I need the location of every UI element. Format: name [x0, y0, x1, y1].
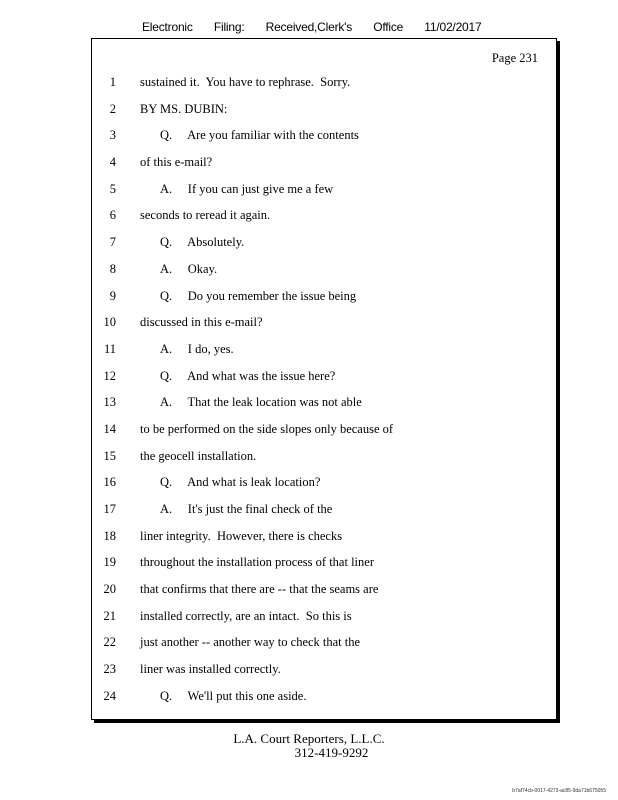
line-text: A. Okay.: [160, 261, 218, 276]
line-number: 16: [103, 475, 116, 490]
line-number: 15: [103, 448, 116, 463]
transcript-line: [92, 182, 556, 209]
line-number: 6: [109, 208, 116, 223]
line-text: BY MS. DUBIN:: [140, 101, 228, 116]
footer-phone: 312-419-9292: [294, 745, 369, 760]
transcript-line: [92, 235, 556, 262]
transcript-line: [92, 449, 556, 476]
transcript-line: [92, 102, 556, 129]
transcript-lines: [92, 75, 556, 716]
footer: [0, 732, 618, 760]
line-text: Q. And what is leak location?: [160, 475, 321, 490]
filing-header-received: Received,Clerk's: [265, 20, 353, 34]
transcript-line: [92, 289, 556, 316]
transcript-line: [92, 262, 556, 289]
transcript-line: [92, 128, 556, 155]
line-text: installed correctly, are an intact. So this is: [140, 608, 352, 623]
line-number: 10: [103, 315, 116, 330]
transcript-line: [92, 395, 556, 422]
transcript-line: [92, 609, 556, 636]
line-number: 14: [103, 421, 116, 436]
transcript-line: [92, 155, 556, 182]
line-text: Q. Are you familiar with the contents: [160, 128, 359, 143]
line-text: Q. We'll put this one aside.: [160, 688, 307, 703]
filing-header: [142, 20, 481, 34]
transcript-line: [92, 689, 556, 716]
document-hash: b7af74cb-0017-4273-ac85-9da71b675055: [512, 788, 606, 794]
filing-header-filing: Filing:: [213, 20, 245, 34]
line-number: 24: [103, 688, 116, 703]
line-number: 5: [109, 181, 116, 196]
filing-header-electronic: Electronic: [142, 20, 193, 34]
transcript-line: [92, 75, 556, 102]
transcript-line: [92, 422, 556, 449]
line-number: 17: [103, 502, 116, 516]
line-text: liner integrity. However, there is checks: [140, 528, 343, 543]
line-text: A. If you can just give me a few: [160, 181, 334, 196]
line-text: just another -- another way to check that the: [140, 635, 361, 650]
filing-header-office: Office: [373, 20, 404, 34]
line-number: 11: [103, 341, 116, 356]
line-text: discussed in this e-mail?: [140, 315, 263, 330]
transcript-line: [92, 555, 556, 582]
line-text: throughout the installation process of that liner: [140, 555, 374, 570]
transcript-line: [92, 502, 556, 529]
line-number: 7: [109, 235, 116, 250]
line-text: A. That the leak location was not able: [160, 395, 362, 410]
line-text: A. It's just the final check of the: [160, 502, 333, 516]
transcript-line: [92, 582, 556, 609]
line-number: 20: [103, 582, 116, 597]
line-number: 23: [103, 662, 116, 677]
line-text: Q. Absolutely.: [160, 235, 245, 250]
line-text: to be performed on the side slopes only because of: [140, 421, 394, 436]
transcript-line: [92, 342, 556, 369]
line-text: A. I do, yes.: [160, 341, 234, 356]
transcript-line: [92, 662, 556, 689]
line-number: 13: [103, 395, 116, 410]
line-text: seconds to reread it again.: [140, 208, 271, 223]
page-number: Page 231: [491, 51, 538, 65]
line-number: 19: [103, 555, 116, 570]
line-number: 4: [109, 155, 116, 170]
filing-header-date: 11/02/2017: [424, 20, 482, 34]
line-text: Q. Do you remember the issue being: [160, 288, 357, 303]
line-text: that confirms that there are -- that the seams are: [140, 582, 379, 597]
line-number: 18: [103, 528, 116, 543]
line-text: sustained it. You have to rephrase. Sorry.: [140, 75, 351, 89]
transcript-line: [92, 635, 556, 662]
transcript-line: [92, 369, 556, 396]
line-text: liner was installed correctly.: [140, 662, 281, 677]
line-text: Q. And what was the issue here?: [160, 368, 336, 383]
line-number: 22: [103, 635, 116, 650]
footer-company: L.A. Court Reporters, L.L.C.: [233, 731, 385, 746]
line-number: 21: [103, 608, 116, 623]
transcript-line: [92, 315, 556, 342]
line-number: 2: [109, 101, 116, 116]
transcript-page: [91, 38, 557, 720]
line-number: 8: [109, 261, 116, 276]
line-text: the geocell installation.: [140, 448, 257, 463]
transcript-line: [92, 529, 556, 556]
transcript-line: [92, 475, 556, 502]
line-number: 3: [109, 128, 116, 143]
transcript-line: [92, 208, 556, 235]
line-number: 12: [103, 368, 116, 383]
line-text: of this e-mail?: [140, 155, 213, 170]
line-number: 9: [109, 288, 116, 303]
line-number: 1: [109, 75, 116, 89]
